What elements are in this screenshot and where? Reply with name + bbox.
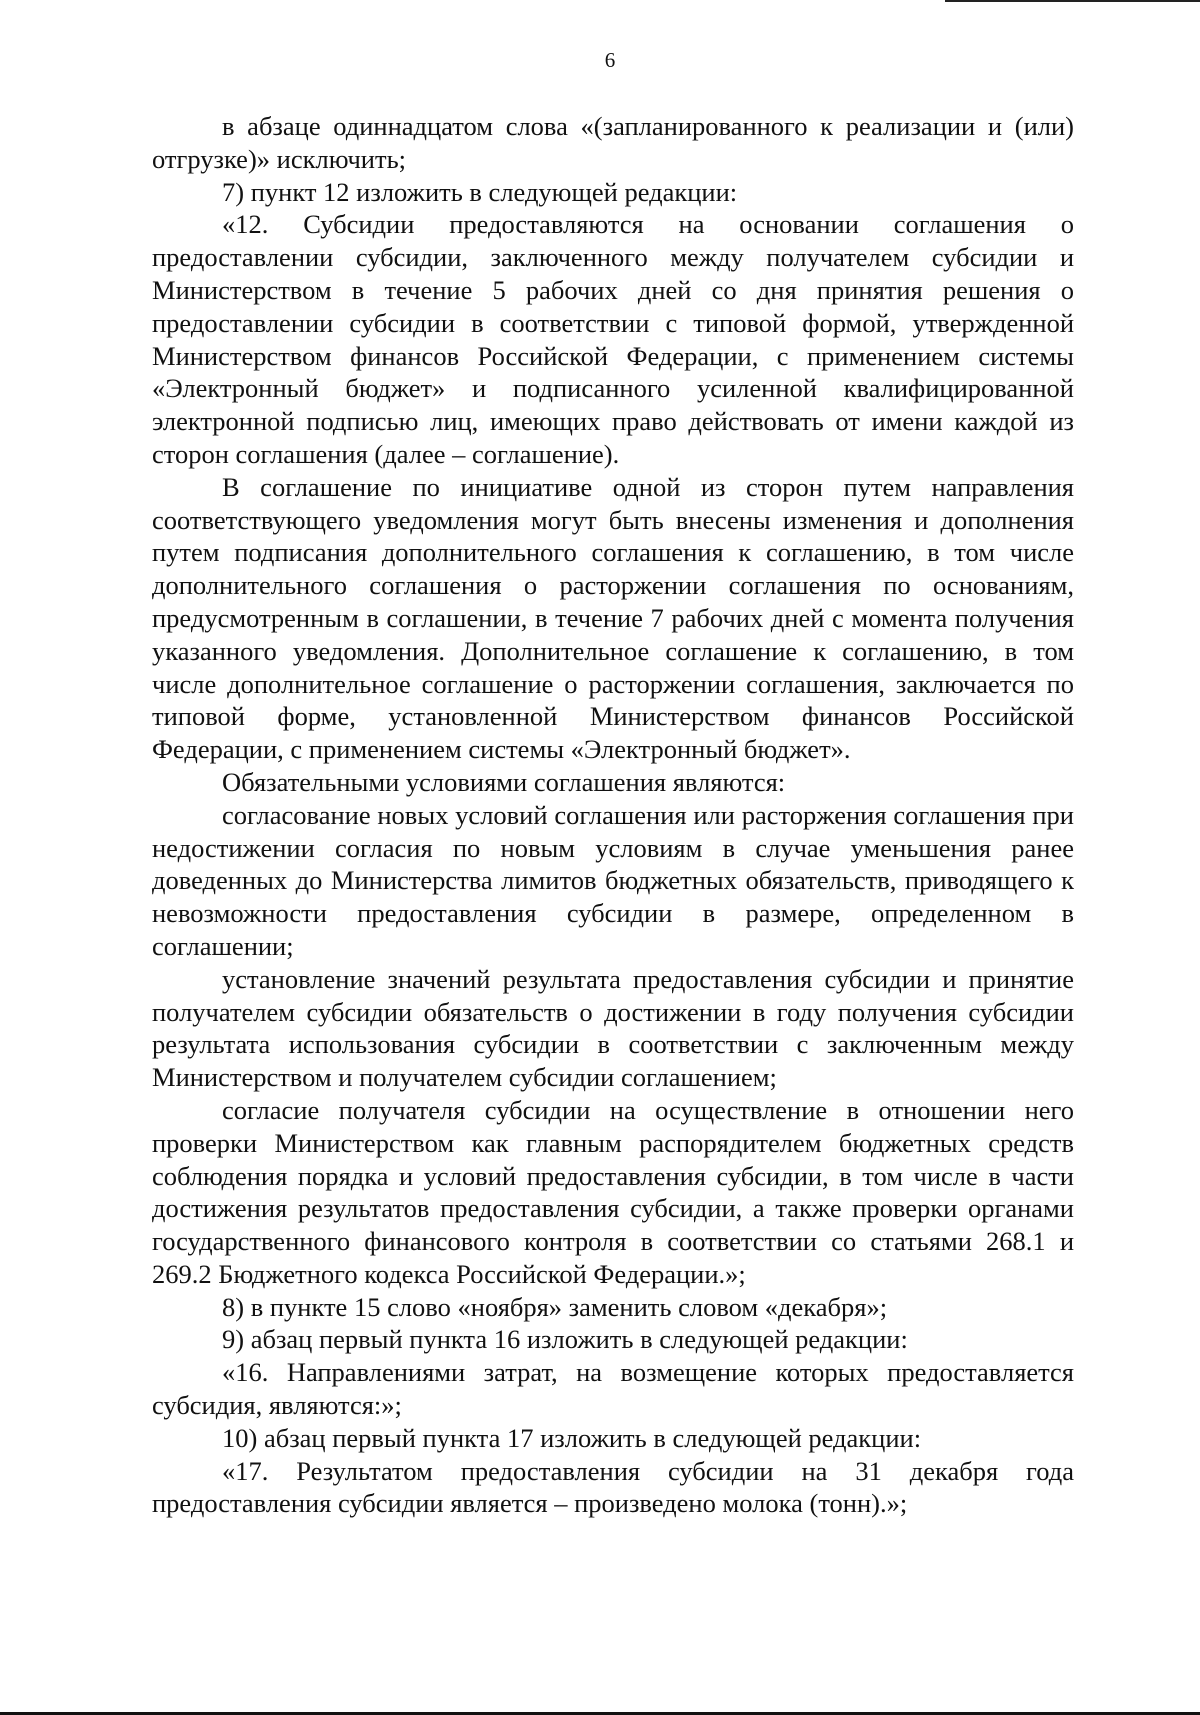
paragraph-4: В соглашение по инициативе одной из сторон путем направления соответствующего уведомления могут быть внесены изменения и дополнения путем подписания дополнительного соглашения к соглашению, в том числе дополнительного соглашения о расторжении соглашения по основаниям, предусмотренным в соглашении, в течение 7 рабочих дней с момента получения указанного уведомления. Дополнительное соглашение к соглашению, в том числе дополнительное соглашение о расторжении соглашения, заключается по типовой форме, установленной Министерством финансов Российской Федерации, с применением системы «Электронный бюджет». bbox=[152, 471, 1074, 765]
paragraph-3: «12. Субсидии предоставляются на основании соглашения о предоставлении субсидии, заключенного между получателем субсидии и Министерством в течение 5 рабочих дней со дня принятия решения о предоставлении субсидии в соответствии с типовой формой, утвержденной Министерством финансов Российской Федерации, с применением системы «Электронный бюджет» и подписанного усиленной квалифицированной электронной подписью лиц, имеющих право действовать от имени каждой из сторон соглашения (далее – соглашение). bbox=[152, 209, 1074, 469]
paragraph-5: Обязательными условиями соглашения являются: bbox=[222, 766, 786, 797]
paragraph-11: «16. Направлениями затрат, на возмещение которых предоставляется субсидия, являются:»; bbox=[152, 1357, 1074, 1421]
paragraph-2: 7) пункт 12 изложить в следующей редакции: bbox=[222, 176, 738, 207]
paragraph-7: установление значений результата предоставления субсидии и принятие получателем субсидии обязательств о достижении в году получения субсидии результата использования субсидии в соответствии с заключенным между Министерством и получателем субсидии соглашением; bbox=[152, 963, 1074, 1093]
page-number: 6 bbox=[604, 48, 616, 72]
paragraph-6: согласование новых условий соглашения или расторжения соглашения при недостижении согласия по новым условиям в случае уменьшения ранее доведенных до Министерства лимитов бюджетных обязательств, приводящего к невозможности предоставления субсидии в размере, определенном в соглашении; bbox=[152, 799, 1074, 961]
paragraph-9: 8) в пункте 15 слово «ноября» заменить словом «декабря»; bbox=[222, 1291, 888, 1322]
paragraph-1: в абзаце одиннадцатом слова «(запланированного к реализации и (или) отгрузке)» исключить; bbox=[152, 111, 1074, 174]
paragraph-8: согласие получателя субсидии на осуществление в отношении него проверки Министерством как главным распорядителем бюджетных средств соблюдения порядка и условий предоставления субсидии, в том числе в части достижения результатов предоставления субсидии, а также проверки органами государственного финансового контроля в соответствии со статьями 268.1 и 269.2 Бюджетного кодекса Российской Федерации.»; bbox=[152, 1094, 1074, 1289]
paragraph-10: 9) абзац первый пункта 16 изложить в следующей редакции: bbox=[222, 1324, 908, 1355]
scan-edge-top bbox=[945, 0, 1200, 2]
paragraph-13: «17. Результатом предоставления субсидии на 31 декабря года предоставления субсидии является – произведено молока (тонн).»; bbox=[152, 1455, 1074, 1519]
document-body bbox=[152, 110, 1074, 1520]
paragraph-12: 10) абзац первый пункта 17 изложить в следующей редакции: bbox=[222, 1422, 922, 1453]
